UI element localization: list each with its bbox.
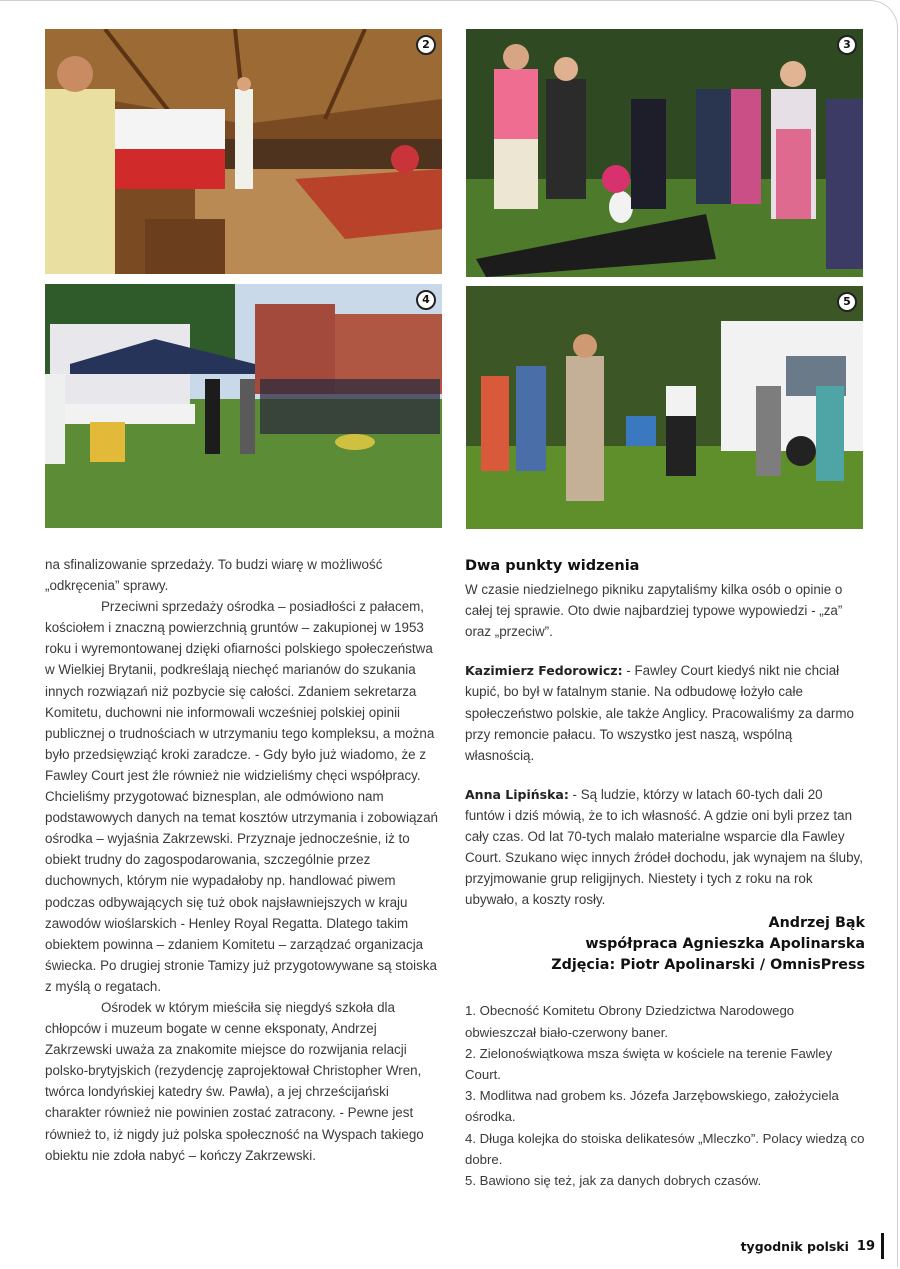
photo-caption: 4. Długa kolejka do stoiska delikatesów „Mleczko”. Polacy wiedzą co dobre. — [465, 1130, 865, 1167]
page-number: 19 — [856, 1238, 875, 1254]
article-paragraph: Przeciwni sprzedaży ośrodka – posiadłości z pałacem, kościołem i znaczną powierzchnią gruntów – zakupionej w 1953 roku i wyremontowanej dzięki ofiarności polskiego społeczeństwa w Wielkiej Brytanii, podkreślają niechęć marianów do szukania innych rozwiązań niż pozbycie się całości. Zdaniem sekretarza Komitetu, duchowni nie informowali wcześniej polskiej opinii publicznej o trudnościach w utrzymaniu tego kompleksu, a można było przedsięwziąć kroki zaradcze. - Gdy było już wiadomo, że z Fawley Court jest źle również nie widzieliśmy chęci współpracy. Chcieliśmy przygotować biznesplan, ale odmówiono nam podstawowych danych na temat kosztów utrzymania i zobowiązań ośrodka – wyjaśnia Zakrzewski. Przyznaje jednocześnie, iż to obiekt trudny do zagospodarowania, szczególnie przez duchownych, którym nie wypadałoby np. handlować piwem podczas odbywających się tuż obok najsławniejszych w kraju zawodów wioślarskich - Henley Royal Regatta. Dlatego takim obiektem powinna – zdaniem Komitetu – zarządzać organizacja świecka. Po drugiej stronie Tamizy już przygotowywane są stoiska z myślą o regatach. — [45, 599, 438, 994]
section-heading: Dwa punkty widzenia — [465, 558, 640, 574]
author-name: Andrzej Bąk — [768, 915, 865, 932]
photo-number-badge: 2 — [416, 35, 436, 55]
author-credits — [465, 913, 865, 976]
page-footer — [741, 1233, 884, 1259]
photo-number-badge: 5 — [837, 292, 857, 312]
article-paragraph: na sfinalizowanie sprzedaży. To budzi wiarę w możliwość „odkręcenia” sprawy. — [45, 557, 383, 594]
photo-picnic-queue — [45, 284, 442, 528]
photo-church-mass — [45, 29, 442, 274]
article-left-column — [45, 554, 443, 1166]
photo-caption: 3. Modlitwa nad grobem ks. Józefa Jarzębowskiego, założyciela ośrodka. — [465, 1088, 839, 1125]
photo-circle-dance — [466, 286, 863, 529]
intro-paragraph: W czasie niedzielnego pikniku zapytaliśmy kilka osób o opinie o całej tej sprawie. Oto dwie najbardziej typowe wypowiedzi - „za” oraz „przeciw”. — [465, 582, 843, 640]
photo-credit: Zdjęcia: Piotr Apolinarski / OmnisPress — [551, 957, 865, 974]
photo-number-badge: 3 — [837, 35, 857, 55]
publication-name: tygodnik polski — [740, 1238, 849, 1254]
footer-bar — [881, 1233, 884, 1259]
quote-text: - Są ludzie, którzy w latach 60-tych dali 20 funtów i dziś mówią, że to ich własność. A gdzie oni byli przez tan cały czas. Od lat 70-tych malało materialne wsparcie dla Fawley Court. Szukano więc innych źródeł dochodu, jak wynajem na śluby, przyjmowanie grup religijnych. Niestety i tych z roku na rok ubywało, a koszty rosły. — [465, 786, 863, 908]
photo-grave-prayer — [466, 29, 863, 277]
photo-caption: 1. Obecność Komitetu Obrony Dziedzictwa Narodowego obwieszczał biało-czerwony baner. — [465, 1003, 795, 1040]
speaker-name: Anna Lipińska: — [465, 786, 569, 802]
speaker-name: Kazimierz Fedorowicz: — [465, 663, 623, 679]
photo-caption: 2. Zielonoświątkowa msza święta w kościele na terenie Fawley Court. — [465, 1045, 833, 1083]
photo-number-badge: 4 — [416, 290, 436, 310]
quote-text: - Fawley Court kiedyś nikt nie chciał kupić, bo był w fatalnym stanie. Na odbudowę łożyło całe społeczeństwo polskie, ale także Anglicy. Pracowaliśmy za darmo przy remoncie pałacu. To wszystko jest naszą, wspólną własnością. — [465, 663, 854, 763]
quote-paragraph — [465, 660, 865, 765]
photo-caption: 5. Bawiono się też, jak za danych dobrych czasów. — [465, 1173, 762, 1189]
photo-captions — [465, 1000, 865, 1191]
quote-paragraph — [465, 784, 865, 911]
article-right-column — [465, 556, 865, 1191]
collaboration-credit: współpraca Agnieszka Apolinarska — [585, 936, 865, 953]
article-paragraph: Ośrodek w którym mieściła się niegdyś szkoła dla chłopców i muzeum bogate w cenne eksponaty, Andrzej Zakrzewski uważa za znakomite miejsce do rozwijania relacji polsko-brytyjskich (rezydencję zaprojektował Christopher Wren, twórca londyńskiej katedry św. Pawła), a jej chrześcijański charakter również nie powinien zostać zatracony. - Pewne jest również to, iż nigdy już polska społeczność na Wyspach takiego obiektu nie zdoła nabyć – kończy Zakrzewski. — [45, 999, 424, 1163]
